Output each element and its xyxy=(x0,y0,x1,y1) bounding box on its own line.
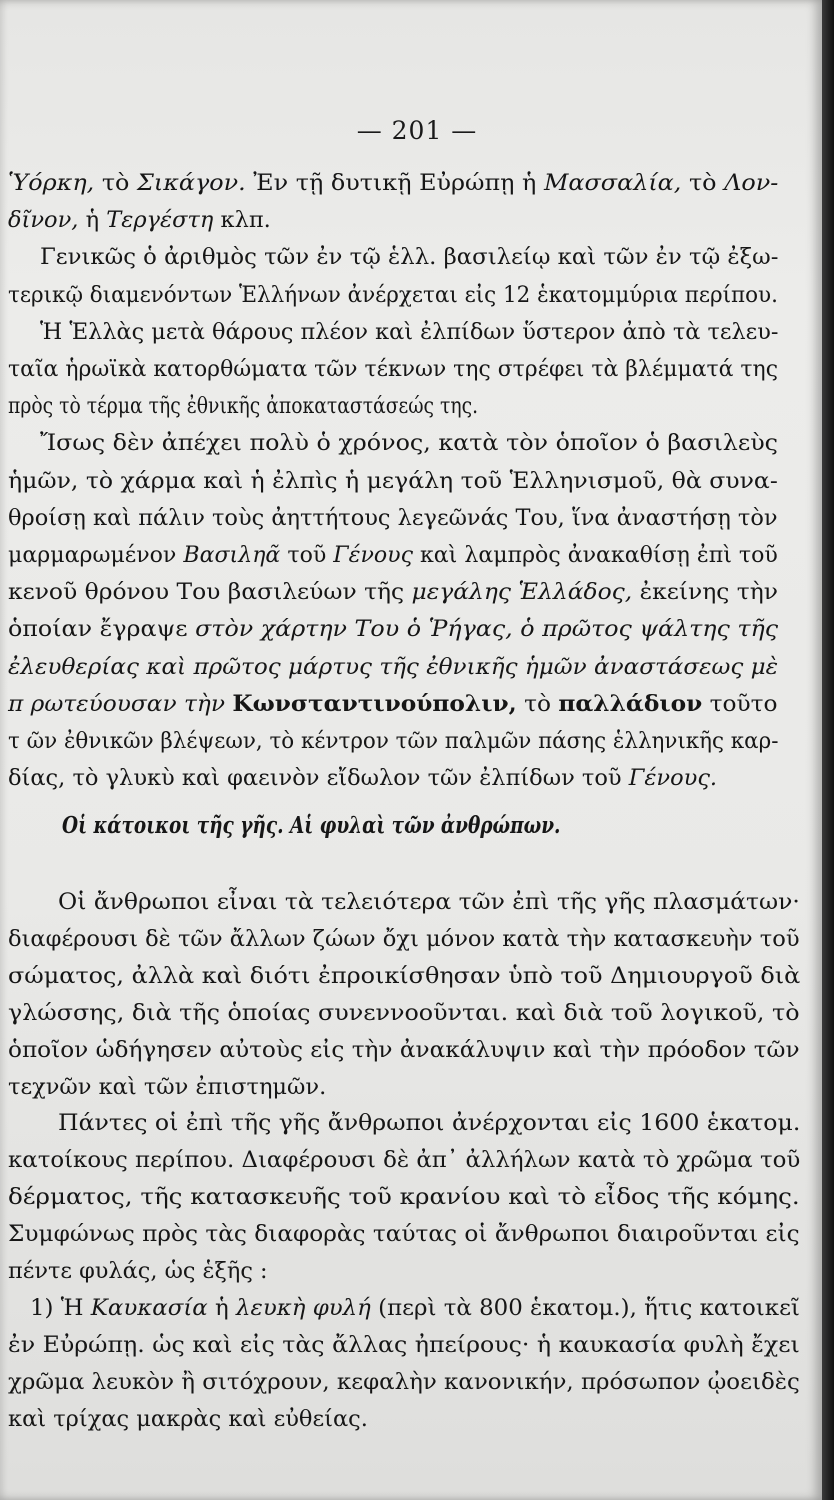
text-line xyxy=(58,883,800,921)
text-segment: τερικῷ διαμενόντων Ἑλλήνων ἀνέρχεται εἰς 12 ἑκατομμύρια περίπου. xyxy=(8,281,778,308)
text-segment: πρὸς τὸ τέρμα τῆς ἐθνικῆς ἀποκαταστάσεώς της. xyxy=(8,393,479,420)
text-segment: Γένους. xyxy=(628,765,718,792)
text-line xyxy=(8,462,778,500)
text-segment: κλπ. xyxy=(213,207,271,234)
text-segment: Ἡ Ἑλλὰς μετὰ θάρους πλέον καὶ ἐλπίδων ὕστερον ἀπὸ τὰ τελευ- xyxy=(40,318,779,345)
text-line xyxy=(8,610,778,648)
text-segment: λευκὴ φυλή xyxy=(236,1294,371,1321)
text-line xyxy=(8,1141,800,1179)
text-segment: μαρμαρωμένον xyxy=(8,542,184,568)
text-line xyxy=(8,499,778,537)
text-segment: τοῦ xyxy=(280,542,334,568)
text-segment: Μασσαλία, xyxy=(543,170,682,196)
text-segment: Πάντες οἱ ἐπὶ τῆς γῆς ἄνθρωποι ἀνέρχονται εἰς 1600 ἑκατομ. xyxy=(58,1110,801,1137)
text-line xyxy=(40,238,778,276)
text-segment: Καυκασία xyxy=(90,1294,208,1321)
text-segment: ταῖα ἡρωϊκὰ κατορθώματα τῶν τέκνων της στρέφει τὰ βλέμματά της xyxy=(8,356,778,382)
text-segment: καὶ τρίχας μακρὰς καὶ εὐθείας. xyxy=(8,1405,368,1432)
text-segment: δῖνον, xyxy=(8,207,79,234)
text-line xyxy=(8,387,478,425)
text-line xyxy=(8,1215,800,1253)
text-line xyxy=(8,759,717,797)
text-segment: ἐκείνης τὴν xyxy=(632,579,778,606)
text-line xyxy=(8,536,778,574)
text-segment: ἡ xyxy=(78,207,107,234)
text-segment: ἡμῶν, τὸ χάρμα καὶ ἡ ἐλπὶς ἡ μεγάλη τοῦ Ἑλληνισμοῦ, θὰ συνα- xyxy=(8,467,778,494)
text-line xyxy=(8,201,271,239)
text-segment: κενοῦ θρόνου Του βασιλεύων τῆς xyxy=(8,579,412,606)
text-segment: παλλάδιον xyxy=(558,690,703,717)
text-line xyxy=(8,1031,800,1069)
text-segment: χρῶμα λευκὸν ἢ σιτόχρουν, κεφαλὴν κανονικήν, πρόσωπον ᾠοειδὲς xyxy=(8,1368,800,1395)
text-line xyxy=(8,920,800,958)
text-segment: τὸ xyxy=(681,170,725,196)
text-segment: δέρματος, τῆς κατασκευῆς τοῦ κρανίου καὶ τὸ εἶδος τῆς κόμης. xyxy=(8,1184,800,1211)
text-segment: Ἐν τῇ δυτικῇ Εὐρώπῃ ἡ xyxy=(245,170,544,196)
book-spine-shadow xyxy=(822,0,834,1500)
text-segment: διαφέρουσι δὲ τῶν ἄλλων ζώων ὄχι μόνον κατὰ τὴν κατασκευὴν τοῦ xyxy=(8,925,800,952)
text-segment: Οἱ ἄνθρωποι εἶναι τὰ τελειότερα τῶν ἐπὶ τῆς γῆς πλασμάτων· xyxy=(58,889,800,915)
text-segment: Λον- xyxy=(724,170,779,196)
page-number: — 201 — xyxy=(356,116,478,145)
text-line xyxy=(40,424,778,462)
text-segment: κατοίκους περίπου. Διαφέρουσι δὲ ἀπ᾿ ἀλλήλων κατὰ τὸ χρῶμα τοῦ xyxy=(8,1147,801,1174)
text-segment: δίας, τὸ γλυκὺ καὶ φαεινὸν εἴδωλον τῶν ἐλπίδων τοῦ xyxy=(8,765,629,792)
text-segment: τὸ xyxy=(516,690,559,717)
text-segment: ὁποίαν ἔγραψε xyxy=(8,616,196,643)
text-segment: Συμφώνως πρὸς τὰς διαφορὰς ταύτας οἱ ἄνθρωποι διαιροῦνται εἰς xyxy=(8,1221,800,1248)
text-segment: σώματος, ἀλλὰ καὶ διότι ἐπροικίσθησαν ὑπὸ τοῦ Δημιουργοῦ διὰ xyxy=(8,962,801,989)
text-line xyxy=(8,350,778,388)
text-line xyxy=(8,648,778,686)
text-line xyxy=(8,164,778,202)
text-segment: καὶ λαμπρὸς ἀνακαθίσῃ ἐπὶ τοῦ xyxy=(412,542,778,568)
text-segment: μεγάλης Ἑλλάδος, xyxy=(411,579,633,606)
text-line xyxy=(8,1178,800,1216)
text-line xyxy=(8,994,800,1032)
text-line xyxy=(8,1252,268,1290)
text-line xyxy=(8,685,778,723)
text-segment: πέντε φυλάς, ὡς ἑξῆς : xyxy=(8,1258,268,1284)
text-segment: Σικάγον. xyxy=(136,170,246,196)
text-line xyxy=(30,1289,800,1327)
text-segment: ἐλευθερίας καὶ πρῶτος μάρτυς τῆς ἐθνικῆς ἡμῶν ἀναστάσεως μὲ xyxy=(8,653,779,680)
text-segment: ὁποῖον ὡδήγησεν αὐτοὺς εἰς τὴν ἀνακάλυψιν καὶ τὴν πρόοδον τῶν xyxy=(8,1036,800,1063)
text-segment: Ὑόρκη, xyxy=(8,170,95,196)
text-segment: ἡ xyxy=(207,1294,237,1321)
text-line xyxy=(8,722,778,760)
text-line xyxy=(58,1104,800,1142)
text-segment: θροίσῃ καὶ πάλιν τοὺς ἀηττήτους λεγεῶνάς Του, ἵνα ἀναστήσῃ τὸν xyxy=(8,504,778,531)
text-segment: τεχνῶν καὶ τῶν ἐπιστημῶν. xyxy=(8,1073,327,1100)
text-segment: Βασιληᾶ xyxy=(183,542,281,568)
text-segment: Γενικῶς ὁ ἀριθμὸς τῶν ἐν τῷ ἑλλ. βασιλείῳ καὶ τῶν ἐν τῷ ἐξω- xyxy=(40,244,779,271)
text-segment: ἐν Εὐρώπῃ. ὡς καὶ εἰς τὰς ἄλλας ἠπείρους· ἡ καυκασία φυλὴ ἔχει xyxy=(8,1331,800,1358)
text-line xyxy=(8,1068,326,1106)
text-segment: τ ῶν ἐθνικῶν βλέψεων, τὸ κέντρον τῶν παλμῶν πάσης ἑλληνικῆς καρ- xyxy=(8,728,779,754)
text-line xyxy=(40,313,778,351)
text-line xyxy=(8,573,778,611)
text-segment: Γένους xyxy=(333,542,413,568)
text-segment: (περὶ τὰ 800 ἑκατομ.), ἥτις κατοικεῖ xyxy=(370,1294,800,1321)
text-line xyxy=(8,957,800,995)
text-segment: Κωνσταντινούπολιν, xyxy=(232,690,517,717)
text-segment: γλώσσης, διὰ τῆς ὁποίας συνεννοοῦνται. καὶ διὰ τοῦ λογικοῦ, τὸ xyxy=(8,999,800,1026)
text-line xyxy=(8,1326,800,1364)
text-line xyxy=(8,276,778,314)
text-segment: στὸν χάρτην Του ὁ Ῥήγας, ὁ πρῶτος ψάλτης τῆς xyxy=(195,616,779,643)
text-segment: τοῦτο xyxy=(702,690,778,717)
text-line xyxy=(8,1400,368,1438)
text-segment: 1) Ἡ xyxy=(30,1294,91,1321)
text-segment: π ρωτεύουσαν τὴν xyxy=(8,690,233,717)
text-line xyxy=(8,1363,800,1401)
section-heading: Οἱ κάτοικοι τῆς γῆς. Αἱ φυλαὶ τῶν ἀνθρώπων. xyxy=(62,812,561,839)
text-segment: Ἴσως δὲν ἀπέχει πολὺ ὁ χρόνος, κατὰ τὸν ὁποῖον ὁ βασιλεὺς xyxy=(40,430,778,457)
text-segment: τὸ xyxy=(94,170,137,196)
text-segment: Τεργέστη xyxy=(106,207,214,234)
